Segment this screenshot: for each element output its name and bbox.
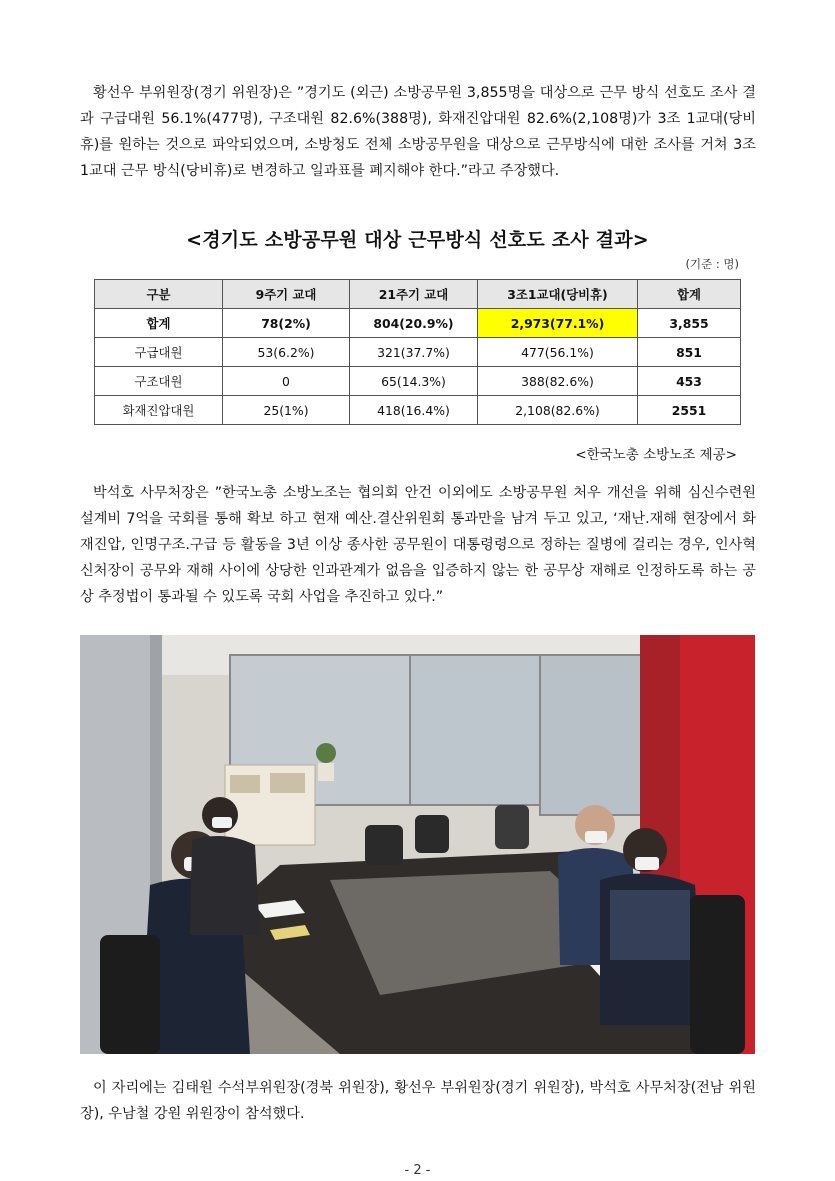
table-row (95, 367, 741, 396)
paragraph-statement-park: 박석호 사무처장은 ”한국노총 소방노조는 협의회 안건 이외에도 소방공무원 처우 개선을 위해 심신수련원 설계비 7억을 국회를 통해 확보 하고 현재 예산.결산위원회 통과만을 남겨 두고 있고, ‘재난.재해 현장에서 화재진압, 인명구조.구급 등 활동을 3년 이상 종사한 공무원이 대통령령으로 정하는 질병에 걸리는 경우, 인사혁신처장이 공무와 재해 사이에 상당한 인과관계가 없음을 입증하지 않는 한 공무상 재해로 인정하도록 하는 공상 추정법이 통과될 수 있도록 국회 사업을 추진하고 있다.” (80, 485, 756, 605)
paragraph-statement-hwang: 황선우 부위원장(경기 위원장)은 ”경기도 (외근) 소방공무원 3,855명을 대상으로 근무 방식 선호도 조사 결과 구급대원 56.1%(477명), 구조대원 82.6%(388명), 화재진압대원 82.6%(2,108명)가 3조 1교대(당비휴)를 원하는 것으로 파악되었으며, 소방청도 전체 소방공무원을 대상으로 근무방식에 대한 조사를 거쳐 3조 1교대 근무 방식(당비휴)로 변경하고 일과표를 폐지해야 한다.”라고 주장했다. (80, 85, 756, 179)
header-21-cycle: 21주기 교대 (350, 280, 478, 309)
meeting-photo-illustration (80, 635, 755, 1054)
table-cell: 388(82.6%) (478, 367, 638, 396)
table-cell: 0 (223, 367, 350, 396)
table-source-note: <한국노총 소방노조 제공> (575, 447, 737, 463)
table-cell: 65(14.3%) (350, 367, 478, 396)
table-title: <경기도 소방공무원 대상 근무방식 선호도 조사 결과> (186, 229, 649, 251)
table-cell-highlighted: 2,973(77.1%) (478, 309, 638, 338)
table-row-total (95, 309, 741, 338)
table-cell: 합계 (95, 309, 223, 338)
table-cell: 2,108(82.6%) (478, 396, 638, 425)
table-header-row (95, 280, 741, 309)
table-cell: 78(2%) (223, 309, 350, 338)
table-cell: 2551 (638, 396, 741, 425)
table-unit-note: (기준 : 명) (685, 257, 739, 271)
page-number: - 2 - (404, 1163, 431, 1178)
table-cell: 화재진압대원 (95, 396, 223, 425)
header-total: 합계 (638, 280, 741, 309)
meeting-photo (80, 635, 755, 1054)
survey-results-table (94, 279, 741, 425)
header-9-cycle: 9주기 교대 (223, 280, 350, 309)
table-cell: 477(56.1%) (478, 338, 638, 367)
table-cell: 321(37.7%) (350, 338, 478, 367)
table-cell: 851 (638, 338, 741, 367)
table-cell: 453 (638, 367, 741, 396)
table-cell: 53(6.2%) (223, 338, 350, 367)
table-row (95, 396, 741, 425)
table-row (95, 338, 741, 367)
table-cell: 418(16.4%) (350, 396, 478, 425)
table-cell: 3,855 (638, 309, 741, 338)
table-cell: 구급대원 (95, 338, 223, 367)
header-category: 구분 (95, 280, 223, 309)
table-cell: 25(1%) (223, 396, 350, 425)
table-cell: 구조대원 (95, 367, 223, 396)
table-cell: 804(20.9%) (350, 309, 478, 338)
header-3-shift: 3조1교대(당비휴) (478, 280, 638, 309)
paragraph-attendees: 이 자리에는 김태원 수석부위원장(경북 위원장), 황선우 부위원장(경기 위원장), 박석호 사무처장(전남 위원장), 우남철 강원 위원장이 참석했다. (80, 1080, 756, 1122)
